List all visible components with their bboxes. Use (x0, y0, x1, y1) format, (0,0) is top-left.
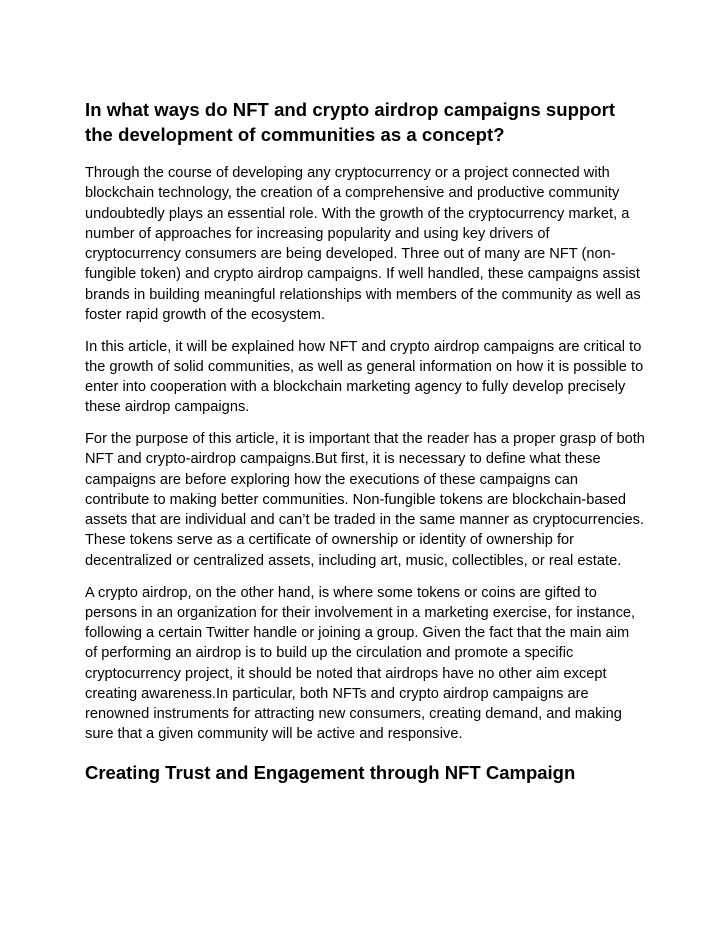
section-heading: Creating Trust and Engagement through NFT Campaign (85, 761, 576, 783)
paragraph-article-overview: In this article, it will be explained how NFT and crypto airdrop campaigns are critical to the growth of solid communities, as well as general information on how it is possible to enter into cooperation with a blockchain marketing agency to fully develop precisely these airdrop campaigns. (85, 338, 644, 416)
document-body (85, 97, 645, 785)
paragraph-crypto-airdrop: A crypto airdrop, on the other hand, is where some tokens or coins are gifted to persons in an organization for their involvement in a marketing exercise, for instance, following a certain Twitter handle or joining a group. Given the fact that the main aim of performing an airdrop is to build up the circulation and promote a specific cryptocurrency project, it should be noted that airdrops have no other aim except creating awareness.In particular, both NFTs and crypto airdrop campaigns are renowned instruments for attracting new consumers, creating demand, and making sure that a given community will be active and responsive. (85, 584, 636, 743)
paragraph-definitions: For the purpose of this article, it is important that the reader has a proper grasp of both NFT and crypto-airdrop campaigns.But first, it is necessary to define what these campaigns are before exploring how the executions of these campaigns can contribute to making better communities. Non-fungible tokens are blockchain-based assets that are individual and can’t be traded in the same manner as cryptocurrencies. These tokens serve as a certificate of ownership or identity of ownership for decentralized or centralized assets, including art, music, collectibles, or real estate. (85, 431, 645, 569)
article-heading: In what ways do NFT and crypto airdrop campaigns support the development of communities as a concept? (85, 99, 616, 145)
paragraph-intro: Through the course of developing any cryptocurrency or a project connected with blockchain technology, the creation of a comprehensive and productive community undoubtedly plays an essential role. With the growth of the cryptocurrency market, a number of approaches for increasing popularity and using key drivers of cryptocurrency consumers are being developed. Three out of many are NFT (non-fungible token) and crypto airdrop campaigns. If well handled, these campaigns assist brands in building meaningful relationships with members of the community as well as foster rapid growth of the ecosystem. (85, 165, 641, 323)
